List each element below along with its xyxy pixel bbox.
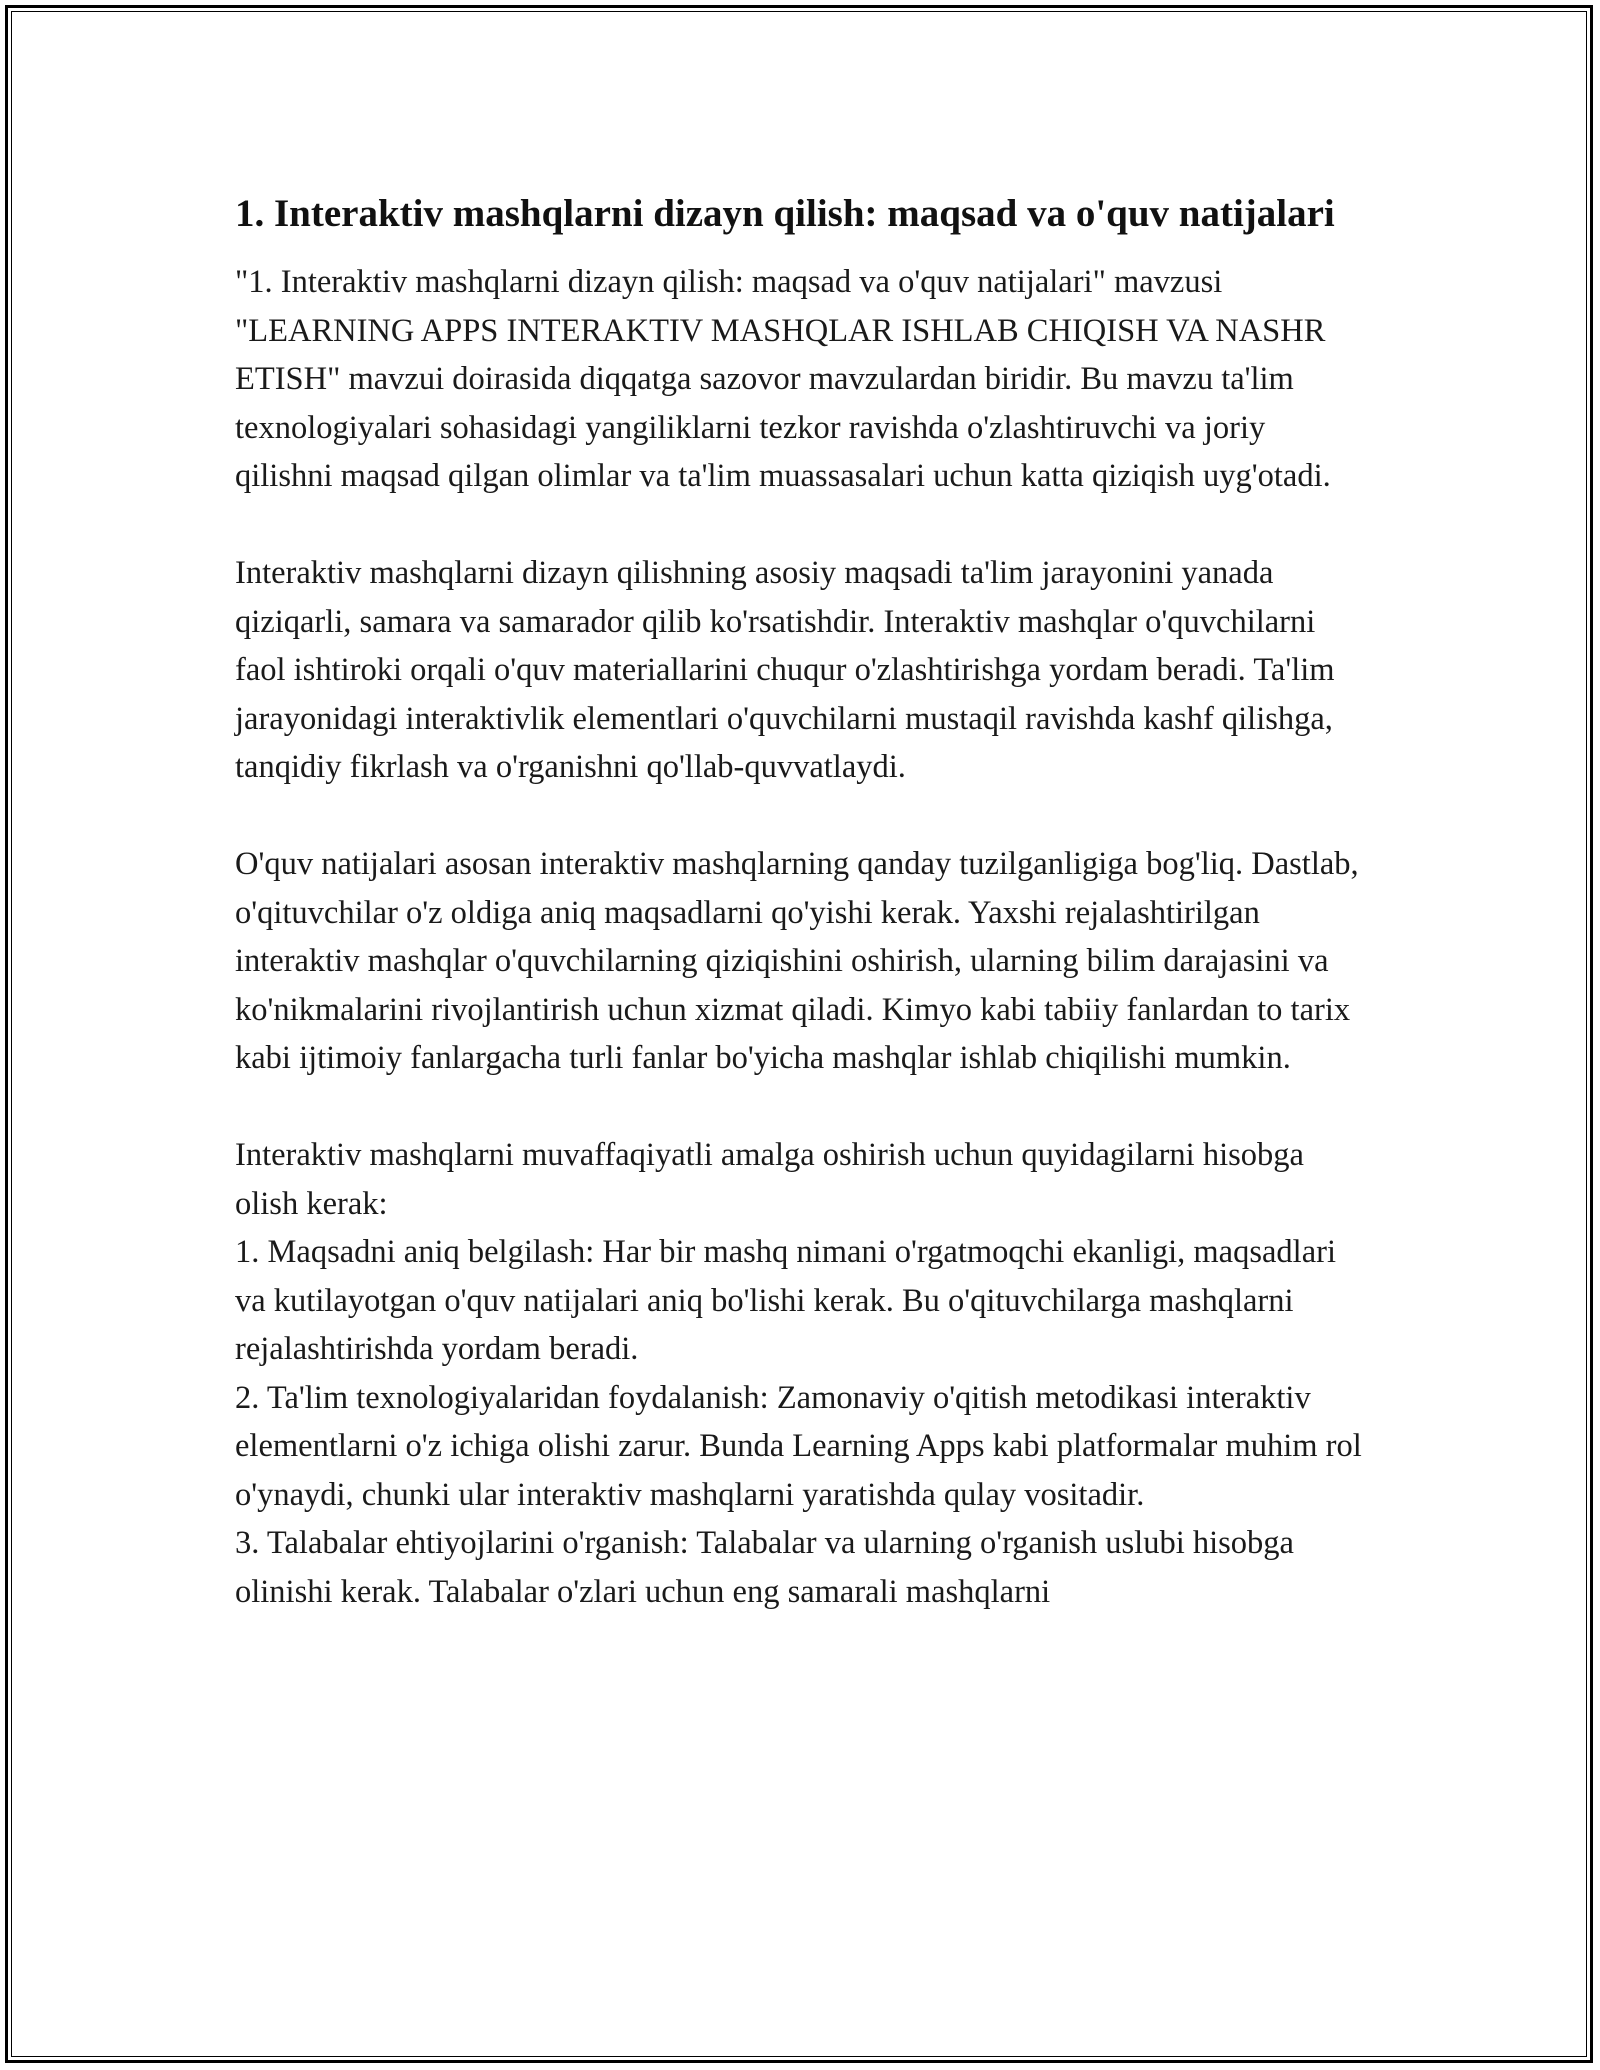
paragraph-goal: Interaktiv mashqlarni dizayn qilishning asosiy maqsadi ta'lim jarayonini yanada qiziqarli, samara va samarador qilib ko'rsatishdir. Interaktiv mashqlar o'quvchilarni faol ishtiroki orqali o'quv materiallarini chuqur o'zlashtirishga yordam beradi. Ta'lim jarayonidagi interaktivlik elementlari o'quvchilarni mustaqil ravishda kashf qilishga, tanqidiy fikrlash va o'rganishni qo'llab-quvvatlaydi. <box>235 555 1335 785</box>
list-intro: Interaktiv mashqlarni muvaffaqiyatli amalga oshirish uchun quyidagilarni hisobga olish kerak: <box>235 1137 1304 1222</box>
requirements-block <box>235 1131 1365 1616</box>
section-heading: 1. Interaktiv mashqlarni dizayn qilish: maqsad va o'quv natijalari <box>235 192 1335 235</box>
list-item: 1. Maqsadni aniq belgilash: Har bir mashq nimani o'rgatmoqchi ekanligi, maqsadlari va kutilayotgan o'quv natijalari aniq bo'lishi kerak. Bu o'qituvchilarga mashqlarni rejalashtirishda yordam beradi. <box>235 1234 1336 1367</box>
list-item: 2. Ta'lim texnologiyalaridan foydalanish: Zamonaviy o'qitish metodikasi interaktiv elementlarni o'z ichiga olishi zarur. Bunda Learning Apps kabi platformalar muhim rol o'ynaydi, chunki ular interaktiv mashqlarni yaratishda qulay vositadir. <box>235 1379 1362 1513</box>
document-body <box>235 186 1365 1616</box>
list-item: 3. Talabalar ehtiyojlarini o'rganish: Talabalar va ularning o'rganish uslubi hisobga olinishi kerak. Talabalar o'zlari uchun eng samarali mashqlarni <box>235 1525 1294 1610</box>
paragraph-intro: "1. Interaktiv mashqlarni dizayn qilish: maqsad va o'quv natijalari" mavzusi "LEARNING APPS INTERAKTIV MASHQLAR ISHLAB CHIQISH VA NASHR ETISH" mavzui doirasida diqqatga sazovor mavzulardan biridir. Bu mavzu ta'lim texnologiyalari sohasidagi yangiliklarni tezkor ravishda o'zlashtiruvchi va joriy qilishni maqsad qilgan olimlar va ta'lim muassasalari uchun katta qiziqish uyg'otadi. <box>235 264 1331 494</box>
paragraph-outcomes: O'quv natijalari asosan interaktiv mashqlarning qanday tuzilganligiga bog'liq. Dastlab, o'qituvchilar o'z oldiga aniq maqsadlarni qo'yishi kerak. Yaxshi rejalashtirilgan interaktiv mashqlar o'quvchilarning qiziqishini oshirish, ularning bilim darajasini va ko'nikmalarini rivojlantirish uchun xizmat qiladi. Kimyo kabi tabiiy fanlardan to tarix kabi ijtimoiy fanlargacha turli fanlar bo'yicha mashqlar ishlab chiqilishi mumkin. <box>235 846 1359 1076</box>
